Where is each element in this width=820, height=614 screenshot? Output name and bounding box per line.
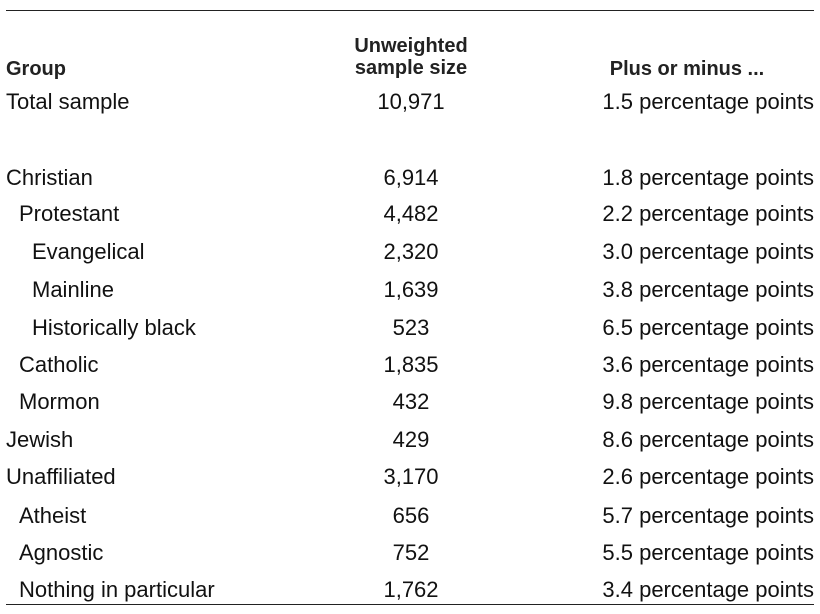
sample-size-table bbox=[6, 0, 814, 614]
table-top-rule bbox=[6, 10, 814, 11]
row-sample-size: 523 bbox=[392, 315, 430, 340]
row-sample-size: 429 bbox=[392, 427, 430, 452]
row-group-label: Total sample bbox=[6, 89, 130, 114]
table-row bbox=[6, 199, 814, 229]
table-row bbox=[6, 237, 814, 267]
table-row bbox=[6, 275, 814, 305]
row-group-label: Protestant bbox=[19, 201, 120, 226]
table-row bbox=[6, 538, 814, 568]
row-margin-of-error: 5.7 percentage points bbox=[602, 503, 814, 528]
row-margin-of-error: 3.6 percentage points bbox=[602, 352, 814, 377]
row-margin-of-error: 1.5 percentage points bbox=[602, 89, 814, 114]
row-group-label: Atheist bbox=[19, 503, 87, 528]
row-group-label: Jewish bbox=[6, 427, 74, 452]
table-row bbox=[6, 501, 814, 531]
row-margin-of-error: 3.4 percentage points bbox=[602, 577, 814, 602]
header-group: Group bbox=[6, 58, 66, 80]
row-margin-of-error: 5.5 percentage points bbox=[602, 540, 814, 565]
row-group-label: Christian bbox=[6, 165, 93, 190]
row-margin-of-error: 1.8 percentage points bbox=[602, 165, 814, 190]
row-margin-of-error: 2.6 percentage points bbox=[602, 464, 814, 489]
row-group-label: Mainline bbox=[32, 277, 114, 302]
row-sample-size: 10,971 bbox=[377, 89, 445, 114]
header-margin-of-error: Plus or minus ... bbox=[609, 58, 765, 80]
table-row bbox=[6, 87, 814, 117]
row-sample-size: 656 bbox=[392, 503, 430, 528]
table-row bbox=[6, 313, 814, 343]
row-margin-of-error: 8.6 percentage points bbox=[602, 427, 814, 452]
row-group-label: Catholic bbox=[19, 352, 99, 377]
table-row bbox=[6, 462, 814, 492]
table-row bbox=[6, 575, 814, 605]
table-row bbox=[6, 387, 814, 417]
row-group-label: Nothing in particular bbox=[19, 577, 215, 602]
row-group-label: Evangelical bbox=[32, 239, 145, 264]
row-sample-size: 752 bbox=[392, 540, 430, 565]
table-row bbox=[6, 425, 814, 455]
row-group-label: Historically black bbox=[32, 315, 196, 340]
row-margin-of-error: 9.8 percentage points bbox=[602, 389, 814, 414]
row-sample-size: 3,170 bbox=[383, 464, 439, 489]
row-sample-size: 2,320 bbox=[383, 239, 439, 264]
table-row bbox=[6, 350, 814, 380]
table-bottom-rule bbox=[6, 604, 814, 605]
table-row bbox=[6, 163, 814, 193]
row-margin-of-error: 3.0 percentage points bbox=[602, 239, 814, 264]
row-sample-size: 432 bbox=[392, 389, 430, 414]
row-group-label: Unaffiliated bbox=[6, 464, 116, 489]
row-sample-size: 1,835 bbox=[383, 352, 439, 377]
row-sample-size: 6,914 bbox=[383, 165, 439, 190]
row-group-label: Mormon bbox=[19, 389, 100, 414]
row-sample-size: 1,762 bbox=[383, 577, 439, 602]
row-sample-size: 4,482 bbox=[383, 201, 439, 226]
row-margin-of-error: 2.2 percentage points bbox=[602, 201, 814, 226]
header-sample-size-line1: Unweighted bbox=[354, 35, 468, 57]
header-sample-size bbox=[336, 35, 486, 79]
row-group-label: Agnostic bbox=[19, 540, 104, 565]
row-sample-size: 1,639 bbox=[383, 277, 439, 302]
row-margin-of-error: 3.8 percentage points bbox=[602, 277, 814, 302]
header-sample-size-line2: sample size bbox=[354, 57, 468, 79]
row-margin-of-error: 6.5 percentage points bbox=[602, 315, 814, 340]
